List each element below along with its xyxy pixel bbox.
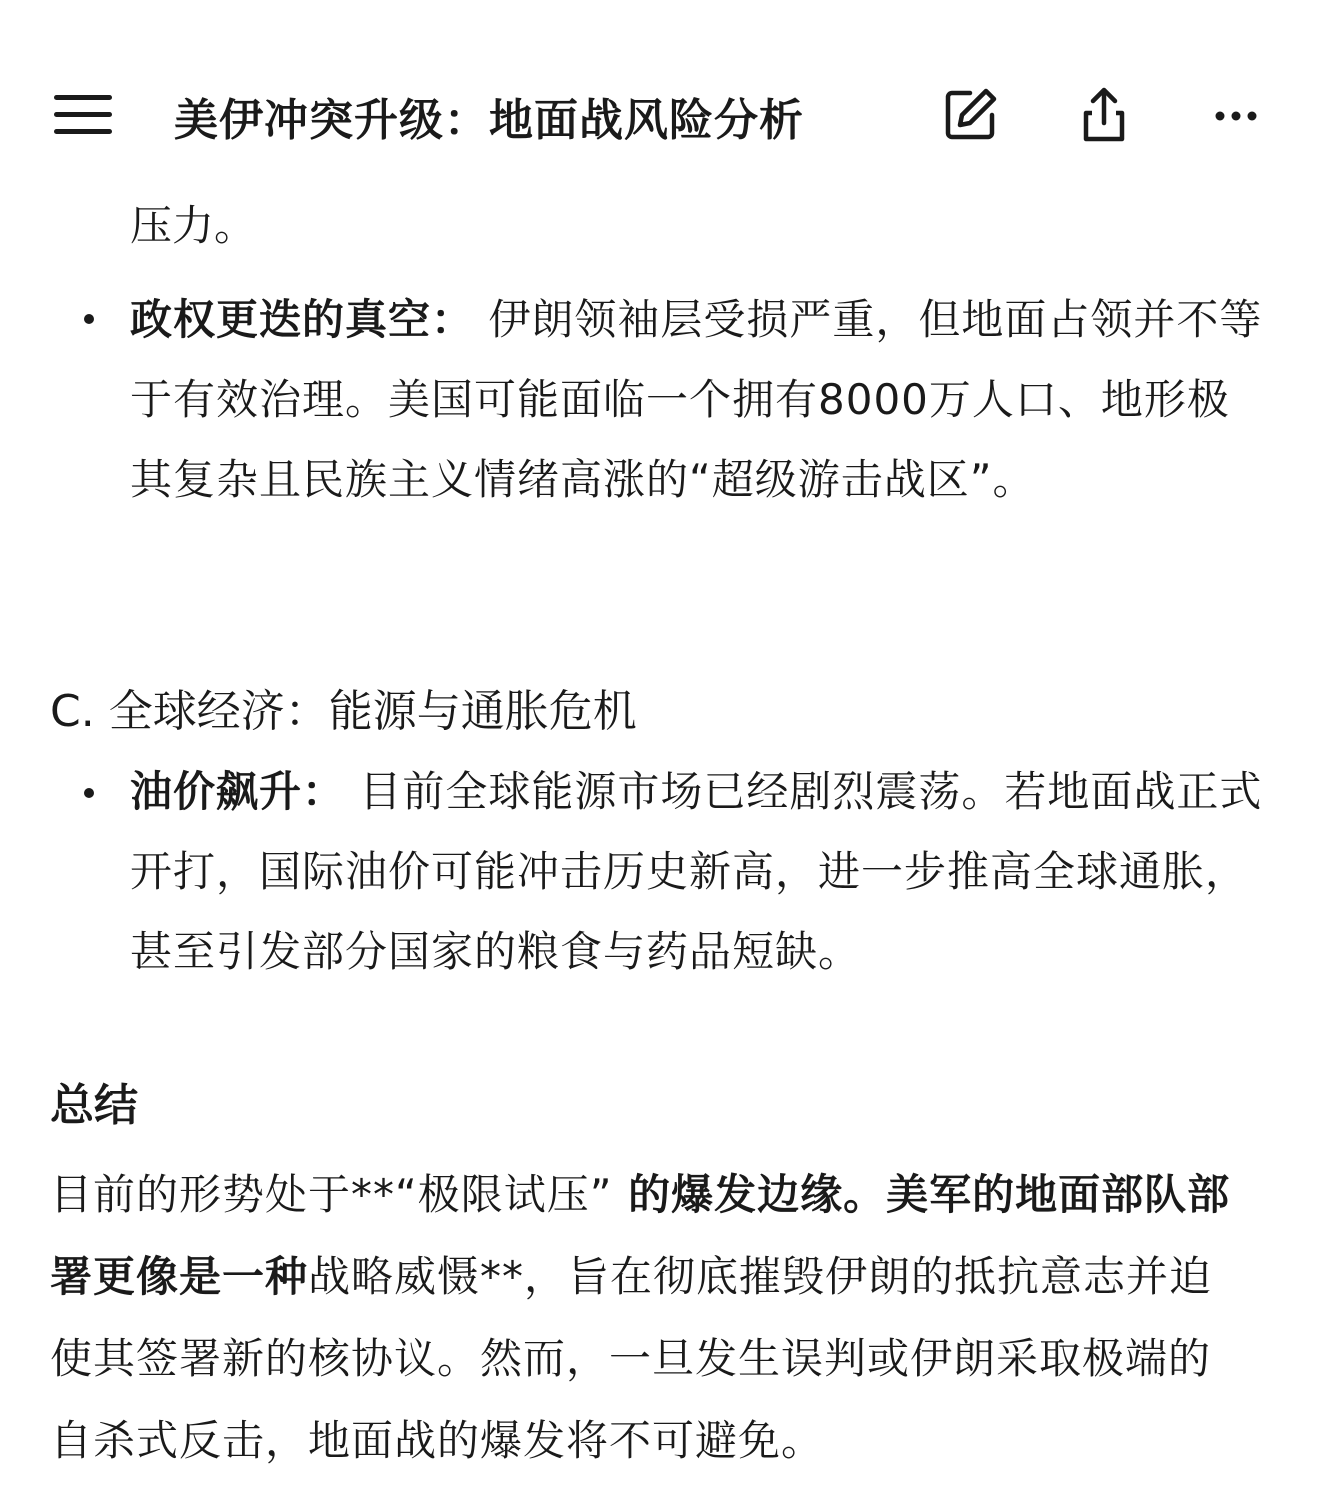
bullet-point — [84, 314, 94, 324]
bullet-label: 油价飙升： — [130, 767, 346, 816]
clipped-text-line: 压力。 — [130, 201, 257, 250]
bullet-point — [84, 788, 94, 798]
top-bar — [0, 0, 1320, 200]
page-title: 美伊冲突升级：地面战风险分析 — [174, 95, 804, 146]
more-button[interactable] — [1206, 85, 1266, 145]
edit-button[interactable] — [940, 85, 1000, 145]
bullet-oil-price — [130, 752, 1270, 992]
bullet-text: 目前全球能源市场已经剧烈震荡。若地面战正式开打，国际油价可能冲击历史新高，进一步推高全球通胀，甚至引发部分国家的粮食与药品短缺。 — [130, 767, 1263, 976]
share-button[interactable] — [1074, 85, 1134, 145]
summary-paragraph — [50, 1154, 1250, 1482]
more-icon — [1206, 85, 1266, 145]
summary-text-part: 战略威慑**，旨在彻底摧毁伊朗的抵抗意志并迫使其签署新的核协议。然而，一旦发生误判或伊朗采取极端的自杀式反击，地面战的爆发将不可避免。 — [50, 1252, 1213, 1465]
bullet-regime-vacuum — [130, 280, 1270, 520]
summary-text-part: 目前的形势处于**“极限试压” — [50, 1170, 613, 1219]
menu-icon — [54, 95, 112, 135]
summary-bold-text: 的爆发边缘。美军的地面部队部署更像是一种 — [50, 1170, 1231, 1301]
bullet-text: 伊朗领袖层受损严重，但地面占领并不等于有效治理。美国可能面临一个拥有8000万人口、地形极其复杂且民族主义情绪高涨的“超级游击战区”。 — [130, 295, 1263, 504]
edit-icon — [940, 85, 1000, 145]
section-heading-c: C. 全球经济：能源与通胀危机 — [50, 686, 637, 737]
summary-heading: 总结 — [50, 1080, 138, 1131]
share-icon — [1074, 85, 1134, 145]
menu-button[interactable] — [54, 95, 112, 135]
bullet-label: 政权更迭的真空： — [130, 295, 475, 344]
